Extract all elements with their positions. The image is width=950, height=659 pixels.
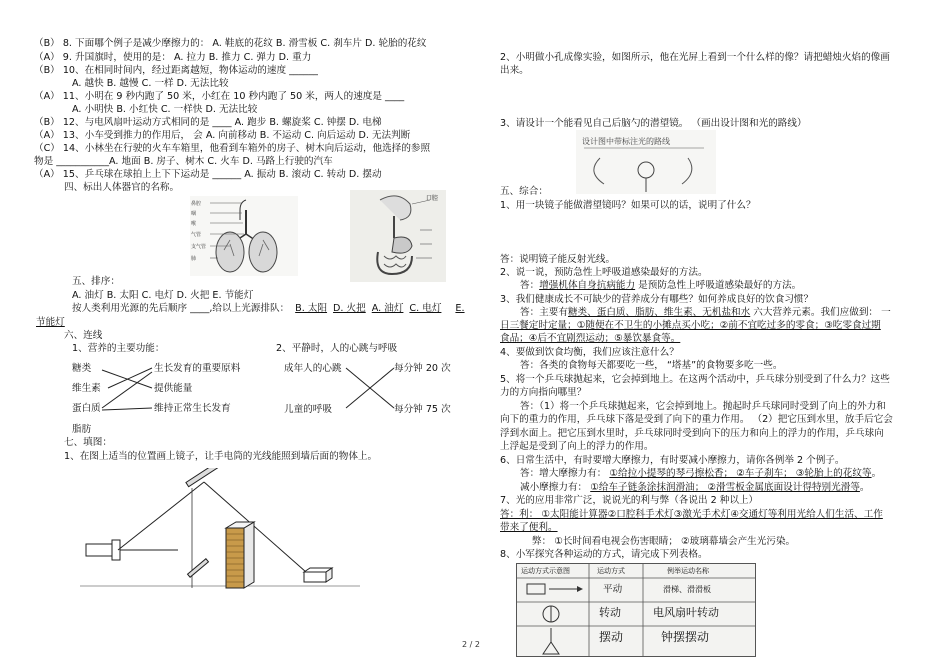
respiratory-system-figure: [190, 196, 298, 276]
question-3: 3、请设计一个能看见自己后脑勺的潜望镜。 （画出设计图和光的路线）: [500, 118, 807, 129]
answer-electric-lamp: C. 电灯: [409, 303, 442, 314]
section-5-question: [72, 303, 465, 315]
section-4-title: 四、标出人体器官的名称。: [64, 182, 180, 193]
comp-q3: 3、我们健康成长不可缺少的营养成分有哪些？如何养成良好的饮食习惯？: [500, 294, 814, 305]
comp-q3-answer-2: 日三餐定时定量；①随便在不卫生的小摊点买小吃；②前不宜吃过多的零食；③吃零食过期: [500, 320, 881, 331]
comp-q7-answer-1: 答：利： ①太阳能计算器②口腔科手术灯③激光手术灯④交通灯等利用光给人们生活、工作: [500, 509, 883, 520]
light-path-figure: [80, 468, 360, 592]
section-5-title: 五、排序：: [72, 276, 120, 287]
section-comprehensive-title: 五、综合：: [500, 186, 548, 197]
table-row2-example: 电风扇叶转动: [653, 606, 719, 619]
comp-q5: 5、将一个乒乓球抛起来，它会掉到地上。在这两个活动中，乒乓球分别受到了什么力？这些: [500, 374, 890, 385]
question-2-cont: 出来。: [500, 65, 529, 76]
comp-q5-answer-4: 上浮起是受到了向上的浮力的作用。: [500, 441, 654, 452]
match-line-protein-growth: [102, 372, 152, 408]
comp-q6: 6、日常生活中，有时要增大摩擦力，有时要减小摩擦力，请你各例举 2 个例子。: [500, 455, 845, 466]
table-row3-type: 摆动: [599, 630, 624, 644]
digestive-label-mouth: 口腔: [426, 195, 439, 202]
match-1-left-fat: 脂肪: [72, 424, 92, 435]
digestive-system-figure: [350, 190, 446, 282]
lung-label-lung: 肺: [191, 256, 197, 262]
match-1-left-protein: 蛋白质: [72, 403, 101, 414]
lung-label-larynx: 喉: [191, 221, 197, 227]
match-1-right-growth: 生长发育的重要原料: [154, 363, 241, 374]
question-14: （C） 14、小林坐在行驶的火车车箱里，他看到车箱外的房子、树木向后运动，他选择的参照: [34, 143, 431, 154]
answer-nutrients: 糖类、蛋白质、脂肪、维生素、无机盐和水: [567, 307, 751, 318]
comp-q8: 8、小军探究各种运动的方式，请完成下列表格。: [500, 549, 708, 560]
match-1-right-maintain: 维持正常生长发育: [154, 403, 231, 414]
lung-label-trachea: 气管: [191, 232, 202, 238]
table-head-example: 例举运动名称: [667, 567, 709, 575]
comp-q5-answer-1: 答：（1）将一个乒乓球抛起来，它会掉到地上。抛起时乒乓球同时受到了向上的外力和: [520, 401, 886, 412]
match-1-left-vitamin: 维生素: [72, 383, 101, 394]
comp-q4: 4、要做到饮食均衡，我们应该注意什么？: [500, 347, 679, 358]
answer-energy-saving-lamp: 节能灯: [36, 317, 65, 328]
comp-q7: 7、光的应用非常广泛，说说光的利与弊（各说出 2 种以上）: [500, 495, 759, 506]
page-number: 2 / 2: [462, 640, 480, 649]
match-line-protein-maintain: [102, 408, 152, 410]
answer-sun: B. 太阳: [295, 303, 328, 314]
question-11-options: A. 小明快 B. 小红快 C. 一样快 D. 无法比较: [72, 104, 258, 115]
match-1-right-energy: 提供能量: [154, 383, 193, 394]
periscope-sketch: [576, 130, 716, 194]
question-8: （B） 8. 下面哪个例子是减少摩擦力的： A. 鞋底的花纹 B. 滑雪板 C. 刹车片 D. 轮胎的花纹: [34, 38, 427, 49]
match-2-left-adult-heart: 成年人的心跳: [284, 363, 342, 374]
answer-oil-lamp: A. 油灯: [371, 303, 404, 314]
comp-q7-answer-3: 弊： ①长时间看电视会伤害眼睛； ②玻璃幕墙会产生光污染。: [532, 536, 796, 547]
section-5-items: A. 油灯 B. 太阳 C. 电灯 D. 火把 E. 节能灯: [72, 290, 254, 301]
answer-increase-friction: ①给拉小提琴的琴弓擦松香； ②车子刹车； ③轮胎上的花纹等: [609, 468, 872, 479]
question-10: （B） 10、在相同时间内，经过距离越短，物体运动的速度 ______: [34, 65, 318, 76]
lung-label-pharynx: 咽: [191, 211, 197, 217]
question-13: （A） 13、小车受到推力的作用后， 会 A. 向前移动 B. 不运动 C. 向后运动 D. 无法判断: [34, 130, 411, 141]
match-1-lines: [100, 362, 160, 422]
question-2: 2、小明做小孔成像实验，如图所示，他在光屏上看到一个什么样的像？请把蜡烛火焰的像画: [500, 52, 890, 63]
answer-decrease-friction: ①给车子链条涂抹润滑油； ②滑雪板金属底面设计得特别光滑等: [590, 482, 860, 493]
question-10-options: A. 越快 B. 越慢 C. 一样 D. 无法比较: [72, 78, 229, 89]
comp-q2: 2、说一说，预防急性上呼吸道感染最好的方法。: [500, 267, 708, 278]
table-row1-example: 滑梯、滑滑板: [663, 585, 711, 594]
flashlight-icon: [86, 544, 112, 556]
answer-e: E.: [455, 303, 465, 314]
comp-q2-answer: 答：增强机体自身抗病能力 是预防急性上呼吸道感染最好的方法。: [520, 280, 802, 291]
answer-torch: D. 火把: [333, 303, 366, 314]
comp-q6-answer-1: 答：增大摩擦力有： ①给拉小提琴的琴弓擦松香； ②车子刹车； ③轮胎上的花纹等。: [520, 468, 882, 479]
match-2-title: 2、平静时，人的心跳与呼吸: [276, 343, 398, 354]
motion-table: [516, 563, 756, 657]
question-11: （A） 11、小明在 9 秒内跑了 50 米，小红在 10 秒内跑了 50 米，两人的速度是 ____: [34, 91, 405, 102]
right-column: [478, 0, 950, 659]
match-1-title: 1、营养的主要功能：: [72, 343, 165, 354]
comp-q1: 1、用一块镜子能做潜望镜吗？如果可以的话，说明了什么？: [500, 200, 756, 211]
section-6-title: 六、连线: [64, 330, 103, 341]
match-2-left-child-breath: 儿童的呼吸: [284, 404, 332, 415]
table-row2-type: 转动: [599, 606, 621, 619]
match-line-vitamin-growth: [108, 368, 152, 388]
comp-q5-answer-3: 浮到水面上。把它压到水里时，乒乓球同时受到向下的压力和向上的浮力的作用，乒乓球向: [500, 428, 884, 439]
comp-q1-answer: 答：说明镜子能反射光线。: [500, 254, 616, 265]
comp-q3-answer-3: 食品；④后不宜剧烈运动；⑤暴饮暴食等。: [500, 333, 681, 344]
comp-q4-answer: 答：各类的食物每天都要吃一些， “塔基”的食物要多吃一些。: [520, 360, 783, 371]
section-7-q1: 1、在图上适当的位置画上镜子，让手电筒的光线能照到墙后面的物体上。: [64, 451, 378, 462]
light-ray-reflected: [204, 482, 306, 572]
comp-q5-cont: 力的方向指向哪里？: [500, 387, 587, 398]
match-1-left-sugar: 糖类: [72, 363, 92, 374]
match-2-right-20: 每分钟 20 次: [394, 363, 451, 374]
section-5-prompt: 按人类利用光源的先后顺序 ____,给以上光源排队：: [72, 303, 290, 314]
table-head-type: 运动方式: [597, 567, 625, 575]
question-15: （A） 15、乒乓球在球拍上上下下运动是 ______ A. 振动 B. 滚动 C. 转动 D. 摆动: [34, 169, 382, 180]
translation-icon: [527, 584, 545, 594]
match-2-lines: [344, 364, 398, 414]
question-9: （A） 9. 升国旗时，使用的是： A. 拉力 B. 推力 C. 弹力 D. 重力: [34, 52, 312, 63]
motion-table-grid: [517, 564, 755, 656]
section-7-title: 七、填图：: [64, 437, 112, 448]
periscope-caption: 设计图中带标注光的路线: [582, 137, 670, 146]
lung-label-bronchi: 支气管: [191, 244, 207, 250]
hidden-object: [304, 572, 326, 582]
answer-immunity: 增强机体自身抗病能力: [539, 280, 636, 291]
lung-label-nasal: 鼻腔: [191, 201, 202, 207]
match-2-right-75: 每分钟 75 次: [394, 404, 451, 415]
comp-q6-answer-2: 减小摩擦力有： ①给车子链条涂抹润滑油； ②滑雪板金属底面设计得特别光滑等。: [520, 482, 870, 493]
comp-q5-answer-2: 向下的重力的作用，乒乓球下落是受到了向下的重力作用。 （2）把它压到水里，放手后它会: [500, 414, 893, 425]
table-head-diagram: 运动方式示意图: [521, 567, 570, 575]
question-14-options: 物是 ___________A. 地面 B. 房子、树木 C. 火车 D. 马路上行驶的汽车: [34, 156, 333, 167]
comp-q7-answer-2: 带来了便利。: [500, 522, 558, 533]
comp-q3-answer-1: 答：主要有糖类、蛋白质、脂肪、维生素、无机盐和水 六大营养元素。我们应做到： 一: [520, 307, 891, 318]
light-ray-up: [118, 482, 204, 550]
table-row1-type: 平动: [603, 584, 623, 595]
table-row3-example: 钟摆摆动: [661, 630, 710, 644]
question-12: （B） 12、与电风扇叶运动方式相同的是 ____ A. 跑步 B. 螺旋桨 C. 钟摆 D. 电梯: [34, 117, 382, 128]
